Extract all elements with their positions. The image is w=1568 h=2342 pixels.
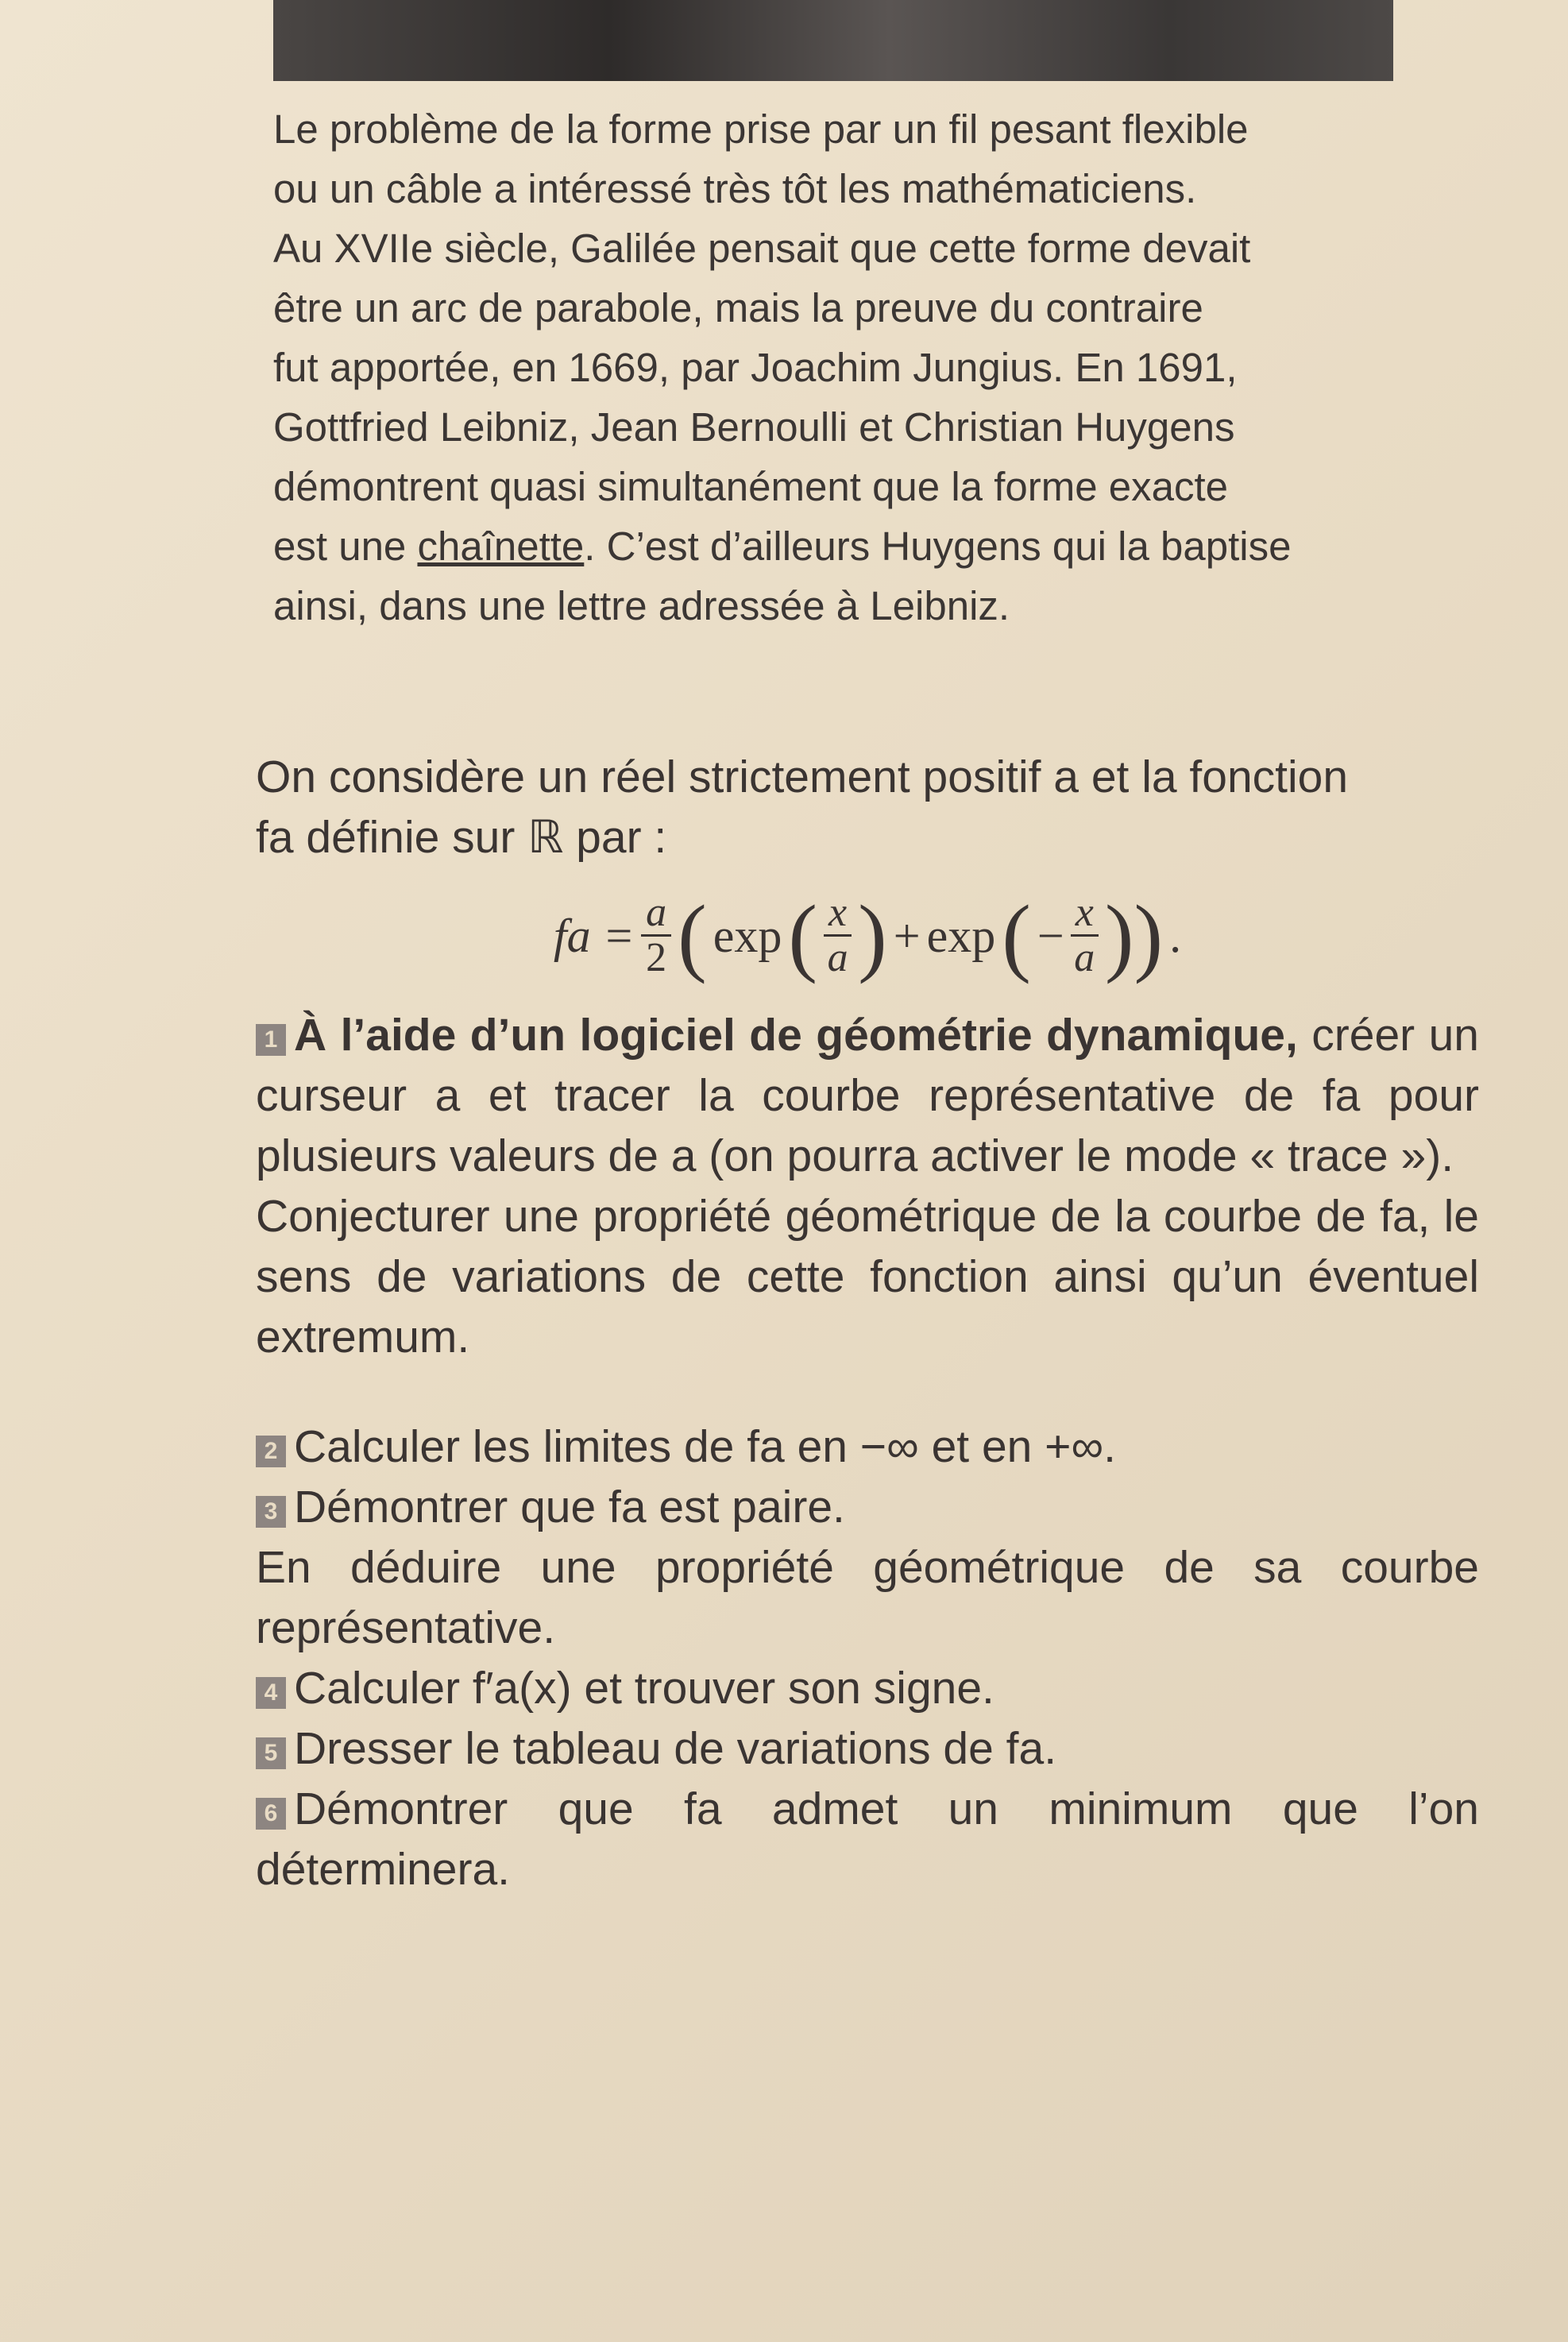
intro-line: fut apportée, en 1669, par Joachim Jungius. En 1691,	[273, 345, 1238, 390]
question-1-followup: Conjecturer une propriété géométrique de la courbe de fa, le sens de variations de cette fonction ainsi qu’un éventuel extremum.	[256, 1191, 1479, 1362]
intro-text: est une	[273, 524, 418, 569]
fraction	[824, 891, 852, 980]
question-number: 2	[256, 1436, 286, 1467]
intro-paragraph	[273, 99, 1369, 636]
intro-line: ainsi, dans une lettre adressée à Leibniz.	[273, 583, 1010, 628]
question-text: créer un curseur a et tracer la courbe représentative de fa pour plusieurs valeurs de a (on pourra activer le mode « trace »).	[256, 1010, 1479, 1181]
formula	[256, 887, 1479, 984]
paren-open: (	[678, 887, 707, 984]
paren-close: ))	[1104, 887, 1164, 984]
question-number: 5	[256, 1737, 286, 1769]
paren-close: )	[858, 887, 887, 984]
question-6	[256, 1779, 1479, 1899]
paren-open: (	[1002, 887, 1031, 984]
header-photo	[273, 0, 1393, 81]
question-text: Calculer les limites de fa en −∞ et en +∞.	[294, 1421, 1116, 1472]
fraction	[641, 891, 671, 980]
question-bold-text: À l’aide d’un logiciel de géométrie dynamique,	[294, 1010, 1298, 1061]
question-1	[256, 1005, 1479, 1186]
formula-end: .	[1169, 909, 1182, 962]
fraction-denominator: 2	[646, 935, 667, 980]
paren-open: (	[788, 887, 818, 984]
intro-line: Gottfried Leibniz, Jean Bernoulli et Christian Huygens	[273, 404, 1235, 450]
exercise-body	[256, 747, 1479, 1899]
question-number: 6	[256, 1798, 286, 1830]
intro-line: Le problème de la forme prise par un fil pesant flexible	[273, 106, 1249, 152]
question-number: 4	[256, 1677, 286, 1709]
question-text: Dresser le tableau de variations de fa.	[294, 1723, 1057, 1774]
question-text: Calculer f′a(x) et trouver son signe.	[294, 1663, 994, 1714]
question-text: Démontrer que fa admet un minimum que l’on déterminera.	[256, 1784, 1479, 1895]
intro-line: ou un câble a intéressé très tôt les mathématiciens.	[273, 166, 1197, 211]
fraction-denominator: a	[827, 935, 848, 980]
intro-line	[273, 516, 1369, 576]
question-3	[256, 1477, 1479, 1537]
question-4	[256, 1658, 1479, 1718]
fraction-numerator: x	[824, 891, 852, 937]
intro-line: Au XVIIe siècle, Galilée pensait que cette forme devait	[273, 226, 1251, 271]
statement-line: fa définie sur ℝ par :	[256, 812, 667, 863]
formula-lhs: fa =	[553, 909, 635, 962]
underlined-term: chaînette	[417, 524, 585, 569]
minus-sign: −	[1037, 909, 1064, 962]
intro-line: démontrent quasi simultanément que la forme exacte	[273, 464, 1228, 509]
question-3-followup: En déduire une propriété géométrique de sa courbe représentative.	[256, 1542, 1479, 1653]
intro-line: être un arc de parabole, mais la preuve du contraire	[273, 285, 1203, 330]
intro-text: . C’est d’ailleurs Huygens qui la baptise	[584, 524, 1292, 569]
fraction	[1071, 891, 1099, 980]
fraction-denominator: a	[1074, 935, 1095, 980]
statement-line: On considère un réel strictement positif a et la fonction	[256, 752, 1349, 802]
exp-function: exp	[926, 909, 996, 962]
fraction-numerator: a	[641, 891, 671, 937]
fraction-numerator: x	[1071, 891, 1099, 937]
question-2	[256, 1416, 1479, 1477]
plus-sign: +	[893, 909, 921, 962]
question-text: Démontrer que fa est paire.	[294, 1482, 845, 1532]
exp-function: exp	[713, 909, 782, 962]
question-number: 3	[256, 1496, 286, 1528]
question-5	[256, 1718, 1479, 1779]
question-number: 1	[256, 1024, 286, 1056]
